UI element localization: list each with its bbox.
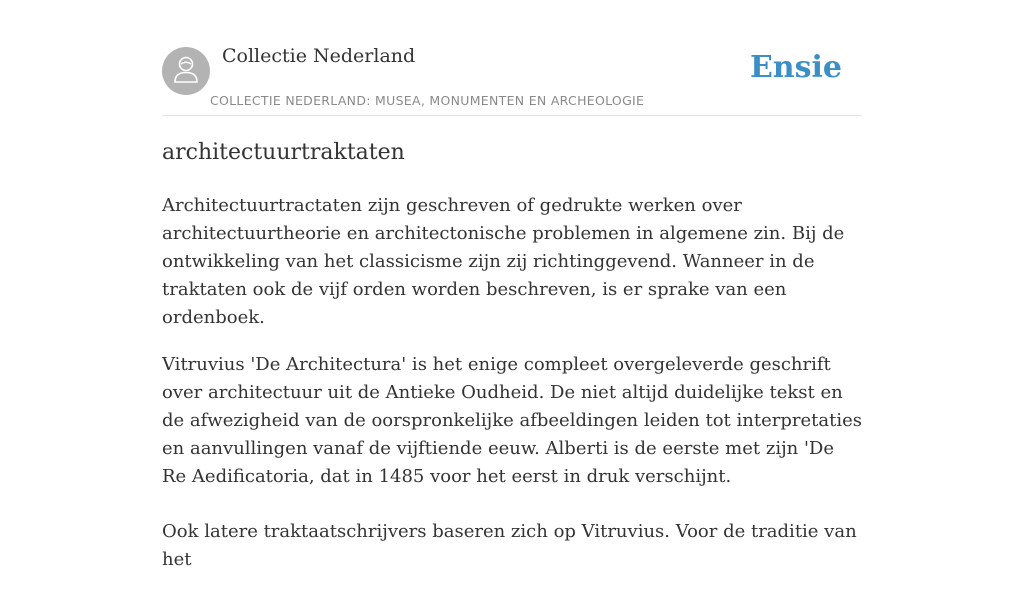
article-container <box>162 0 862 570</box>
author-link[interactable]: Collectie Nederland <box>222 45 416 67</box>
paragraph: Vitruvius 'De Architectura' is het enige compleet overgeleverde geschrift over architectuur uit de Antieke Oudheid. De niet altijd duidelijke tekst en de afwezigheid van de oorspronkelijke afbeeldingen leiden tot interpretaties en aanvullingen vanaf de vijftiende eeuw. Alberti is de eerste met zijn 'De Re Aedificatoria, dat in 1485 voor het eerst in druk verschijnt. <box>162 354 862 487</box>
page-title: architectuurtraktaten <box>162 140 405 165</box>
article-body <box>162 192 862 593</box>
paragraph: Architectuurtractaten zijn geschreven of gedrukte werken over architectuurtheorie en architectonische problemen in algemene zin. Bij de ontwikkeling van het classicisme zijn zij richtinggevend. Wanneer in de traktaten ook de vijf orden worden beschreven, is er sprake van een ordenboek. <box>162 195 845 328</box>
article-header <box>162 0 862 116</box>
paragraph: Ook latere traktaatschrijvers baseren zich op Vitruvius. Voor de traditie van het <box>162 521 857 570</box>
source-link[interactable]: COLLECTIE NEDERLAND: MUSEA, MONUMENTEN EN ARCHEOLOGIE <box>210 93 645 108</box>
author-avatar[interactable] <box>162 47 210 95</box>
user-avatar-icon <box>172 54 200 89</box>
ensie-logo[interactable]: Ensie <box>749 50 842 85</box>
